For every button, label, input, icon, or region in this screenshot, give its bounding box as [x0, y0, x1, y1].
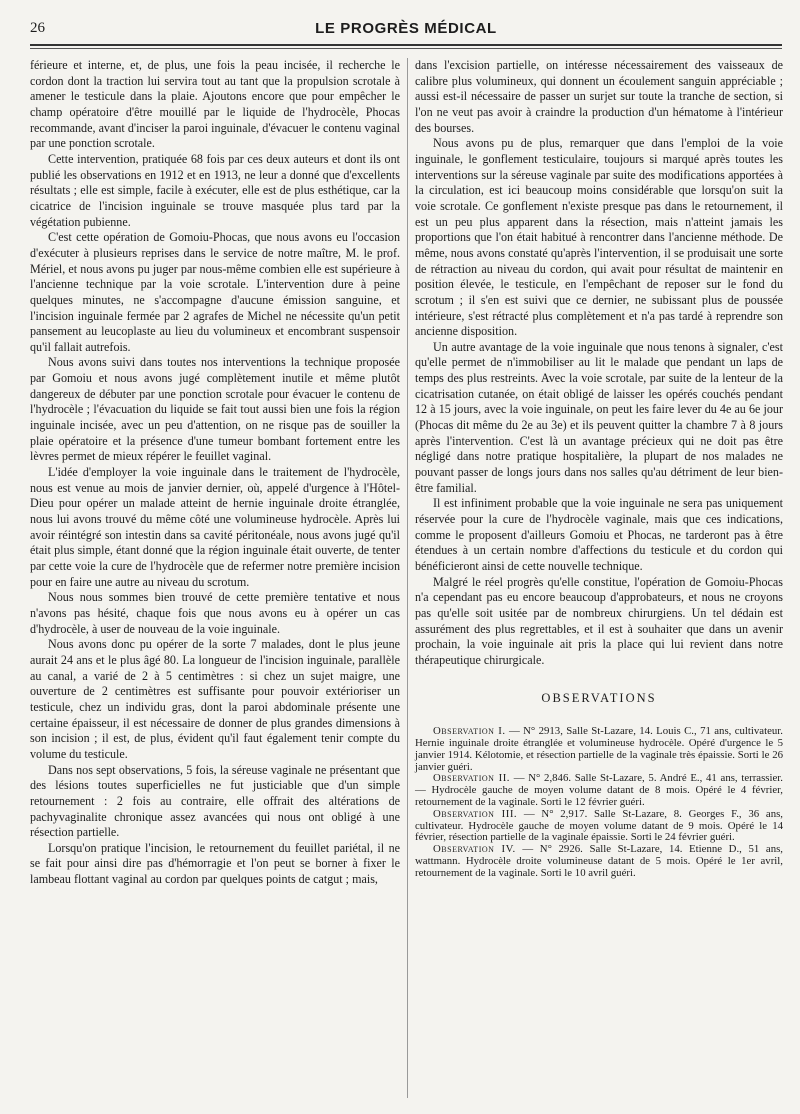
observation-label: Observation III. — [433, 807, 518, 820]
observation-entry — [415, 809, 783, 844]
paragraph: Nous avons suivi dans toutes nos interventions la technique proposée par Gomoiu et nous avons jugé complètement inutile et même plutôt dangereux de débuter par une ponction scrotale pour évacuer le contenu de l'hydrocèle ; l'évacuation du liquide se fait tout aussi bien une fois la région inguinale incisée, avec un peu d'attention, on ne risque pas de souiller la plaie opératoire et la présence d'une tumeur bombant fortement entre les lèvres permet de mieux répérer le feuillet vaginal. — [30, 355, 400, 464]
paragraph: Nous avons donc pu opérer de la sorte 7 malades, dont le plus jeune aurait 24 ans et le plus âgé 80. La longueur de l'incision inguinale, parallèle au canal, a varié de 2 à 5 centimètres : si chez un sujet maigre, une ouverture de 2 centimètres est suffisante pour pouvoir extérioriser un testicule, chez un individu gras, dont la paroi abdominale présente une certaine épaisseur, il est nécessaire de donner de plus grandes dimensions à son incision ; il est, de plus, évident qu'il faut également tenir compte du volume du testicule. — [30, 637, 400, 761]
paragraph: férieure et interne, et, de plus, une fois la peau incisée, il recherche le cordon dont la traction lui servira tout au tant que la propulsion scrotale à amener le testicule dans la plaie. Ajoutons encore que pour empêcher le champ opératoire d'être mouillé par le liquide de l'hydrocèle, Phocas recommande, avant d'inciser la paroi inguinale, d'évacuer le contenu vaginal par une ponction scrotale. — [30, 58, 400, 151]
paragraph: Nous nous sommes bien trouvé de cette première tentative et nous n'avons pas hésité, chaque fois que nous avons eu à opérer un cas d'hydrocèle, à user de nouveau de la voie inguinale. — [30, 590, 400, 636]
paragraph: L'idée d'employer la voie inguinale dans le traitement de l'hydrocèle, nous est venue au mois de janvier dernier, où, appelé d'urgence à l'Hôtel-Dieu pour opérer un malade atteint de hernie inguinale droite étranglée, nous lui avons trouvé du même côté une volumineuse hydrocèle. Après lui avoir réintégré son intestin dans sa cavité péritonéale, nous avons jugé qu'il était plus simple, étant donné que la région inguinale était ouverte, de tenter par cette voie la cure de l'hydrocèle que de refermer notre première incision pour en faire une autre au niveau du scrotum. — [30, 465, 400, 589]
paragraph: Cette intervention, pratiquée 68 fois par ces deux auteurs et dont ils ont publié les observations en 1912 et en 1913, ne leur a donné que d'excellents résultats ; elle est simple, facile à exécuter, elle est de plus esthétique, car la cicatrice de l'incision inguinale se trouve masquée plus tard par la végétation pubienne. — [30, 151, 400, 229]
observations-heading: OBSERVATIONS — [541, 690, 657, 705]
paragraph: Un autre avantage de la voie inguinale que nous tenons à signaler, c'est qu'elle permet de n'immobiliser au lit le malade que pendant un laps de temps des plus restreints. Avec la voie scrotale, par suite de la lenteur de la cicatrisation cutanée, on était obligé de laisser les opérés couchés pendant 12 à 15 jours, avec la voie inguinale, on peut les faire lever du 4e au 6e jour (Phocas dit même du 2e au 3e) et ils peuvent quitter la chambre 7 à 8 jours après l'intervention. C'est là un avantage précieux qui ne doit pas être négligé dans notre pratique hospitalière, la plupart de nos malades ne pouvant passer de longs jours dans nos salles qu'au détriment de leur bien-être familial. — [415, 339, 783, 495]
paragraph: Malgré le réel progrès qu'elle constitue, l'opération de Gomoiu-Phocas n'a cependant pas eu encore beaucoup d'approbateurs, et nous ne croyons pas qu'elle soit usitée par de nombreux chirurgiens. Un tel dédain est assurément des plus regrettables, et il est à souhaiter que dans un avenir prochain, la voie inguinale ait pris la place qui lui revient dans notre thérapeutique chirurgicale. — [415, 574, 783, 667]
paragraph: Lorsqu'on pratique l'incision, le retournement du feuillet pariétal, il ne se fait pour ainsi dire pas d'hémorragie et l'on peut se borner à fixer le lambeau flottant vaginal au cordon par quelques points de catgut ; mais, — [30, 840, 400, 887]
observation-entry — [415, 844, 783, 879]
observation-entry — [415, 773, 783, 808]
observation-text: — N° 2913, Salle St-Lazare, 14. Louis C., 71 ans, cultivateur. Hernie inguinale droite étranglée et volumineuse hydrocèle. Opéré d'urgence le 5 janvier 1914. Kélotomie, et résection partielle de la vaginale très épaissie. Sorti le 26 janvier guéri. — [415, 725, 783, 773]
page-header — [30, 18, 782, 44]
observation-label: Observation I. — [433, 725, 506, 738]
paragraph: Il est infiniment probable que la voie inguinale ne sera pas uniquement réservée pour la cure de l'hydrocèle vaginale, mais que ces indications, comme le proposent d'ailleurs Gomoiu et Phocas, ne tarderont pas à être étendues à un certain nombre d'affections du testicule et du cordon qui bénéficieront ainsi de cette nouvelle technique. — [415, 496, 783, 573]
observation-entry — [415, 726, 783, 773]
header-rule-thin — [30, 48, 782, 49]
right-column — [415, 58, 783, 880]
page-number: 26 — [30, 20, 45, 36]
paragraph: dans l'excision partielle, on intéresse nécessairement des vaisseaux de calibre plus volumineux, qui donnent un écoulement sanguin appréciable ; aussi est-il nécessaire de passer un surjet sur toute la tranche de section, si l'on ne veut pas avoir à craindre la production d'un hématome à l'intérieur des bourses. — [415, 58, 783, 135]
header-rule-thick — [30, 44, 782, 46]
observation-text: — N° 2,846. Salle St-Lazare, 5. André E., 41 ans, terrassier. — Hydrocèle gauche de moyen volume datant de 8 mois. Opéré le 4 février, retournement de la vaginale. Sorti le 12 février guéri. — [415, 772, 783, 809]
paragraph: C'est cette opération de Gomoiu-Phocas, que nous avons eu l'occasion d'exécuter à plusieurs reprises dans le service de notre maître, M. le prof. Mériel, et nous avons pu juger par nous-même combien elle est supérieure à l'ancienne technique par la voie scrotale. L'intervention dure à peine quelques minutes, ne s'accompagne d'aucune émission sanguine, et l'incision inguinale fermée par 2 agrafes de Michel ne nécessite qu'un petit pansement au leucoplaste au lieu du volumineux et encombrant suspensoir qu'il fallait autrefois. — [30, 230, 400, 354]
column-divider — [407, 58, 408, 1098]
observation-text: — N° 2926. Salle St-Lazare, 14. Etienne D., 51 ans, wattmann. Hydrocèle droite volumineuse datant de 5 mois. Opéré le 1er avril, retournement de la vaginale. Sorti le 10 avril guéri. — [415, 843, 783, 879]
paragraph: Dans nos sept observations, 5 fois, la séreuse vaginale ne présentant que des lésions toutes superficielles ne fut justiciable que d'un simple retournement : 2 fois au contraire, elle offrait des altérations de pachyvaginalite chronique assez avancées qui nous ont obligé à une résection partielle. — [30, 762, 400, 840]
observation-label: Observation IV. — [433, 843, 516, 856]
observation-label: Observation II. — [433, 772, 511, 785]
journal-title: LE PROGRÈS MÉDICAL — [315, 20, 497, 37]
left-column — [30, 58, 400, 888]
paragraph: Nous avons pu de plus, remarquer que dans l'emploi de la voie inguinale, le gonflement testiculaire, toujours si marqué après toutes les interventions sur la séreuse vaginale par suite des modifications apportées à la circulation, est ici beaucoup moins considérable que lorsqu'on suit la voie scrotale. Ce gonflement n'existe presque pas dans le retournement, il est un peu plus apparent dans la résection, mais n'atteint jamais les proportions que l'on était habitué à rencontrer dans l'ancienne méthode. De même, nous avons constaté qu'après l'intervention, il se produisait une sorte de rétraction au niveau du cordon, qui avait pour résultat de maintenir en position élevée, le testicule, en l'empêchant de reposer sur le fond du scrotum ; il s'en est suivi que ce dernier, ne subissant plus de poussée intérieure, s'est rétracté plus complètement et n'a pas tardé à reprendre son ancienne disposition. — [415, 136, 783, 339]
observation-text: — N° 2,917. Salle St-Lazare, 8. Georges F., 36 ans, cultivateur. Hydrocèle gauche de moyen volume datant de 9 mois. Opéré le 14 février, résection partielle de la vaginale épaissie. Sorti le 24 février guéri. — [415, 807, 784, 844]
